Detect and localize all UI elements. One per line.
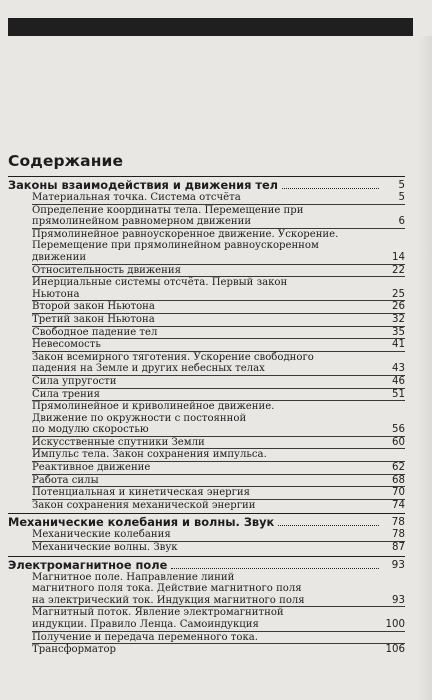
entry-title (32, 376, 381, 388)
entry-page-number: 14 (392, 251, 405, 263)
entry-page-number: 56 (392, 424, 405, 436)
toc-entry[interactable] (32, 276, 405, 300)
entry-title-line: движении (32, 251, 87, 263)
entry-title-line: Движение по окружности с постоянной (32, 412, 247, 424)
toc-entry[interactable] (32, 461, 405, 474)
toc-entry[interactable] (32, 351, 405, 375)
toc-title: Содержание (8, 152, 124, 170)
toc-section[interactable] (8, 176, 405, 192)
entry-title-line: Получение и передача переменного тока. (32, 631, 258, 643)
entry-title-line: Магнитный поток. Явление электромагнитной (32, 607, 284, 619)
toc-entry[interactable] (32, 541, 405, 554)
entry-title (32, 339, 381, 351)
entry-page-number: 46 (392, 375, 405, 387)
entry-title-line: прямолинейном равномерном движении (32, 216, 252, 228)
entry-title (32, 487, 381, 499)
toc-entry[interactable] (32, 300, 405, 313)
entry-title-line: Определение координаты тела. Перемещение при (32, 204, 304, 216)
toc-entry[interactable] (32, 474, 405, 487)
entry-title-line: Механические волны. Звук (32, 542, 178, 554)
entry-title (32, 327, 381, 339)
table-of-contents (8, 151, 405, 656)
entry-title-line: Ньютона (32, 288, 80, 300)
entry-title-line: Инерциальные системы отсчёта. Первый закон (32, 277, 288, 289)
entry-page-number: 32 (392, 313, 405, 325)
entry-page-number: 43 (392, 363, 405, 375)
entry-title-line: Сила упругости (32, 375, 117, 387)
entry-page-number: 100 (385, 619, 405, 630)
entry-title-line: по модулю скоростью (32, 424, 149, 436)
entry-title-line: Третий закон Ньютона (32, 313, 155, 325)
entry-page-number: 106 (385, 644, 405, 656)
entry-title-line: Материальная точка. Система отсчёта (32, 192, 241, 203)
entry-title-line: Потенциальная и кинетическая энергия (32, 487, 251, 499)
entry-title (32, 529, 381, 541)
section-title: Механические колебания и волны. Звук (8, 515, 275, 530)
toc-entry[interactable] (32, 375, 405, 388)
leader-dots (282, 188, 379, 189)
entry-title (32, 277, 381, 300)
toc-entry[interactable] (32, 529, 405, 541)
entry-title (32, 205, 381, 228)
entry-title-line: Прямолинейное и криволинейное движение. (32, 401, 275, 413)
entry-title-line: падения на Земле и других небесных телах (32, 363, 265, 375)
entry-title-line: Закон всемирного тяготения. Ускорение свободного (32, 351, 314, 363)
entry-page-number: 87 (392, 542, 405, 554)
entry-page-number: 6 (398, 216, 405, 228)
entry-title (32, 607, 381, 630)
entry-page-number: 70 (392, 487, 405, 499)
entry-title-line: Сила трения (32, 388, 100, 400)
entry-title (32, 389, 381, 401)
entry-title-line: индукции. Правило Ленца. Самоиндукция (32, 619, 259, 630)
entry-page-number: 74 (392, 499, 405, 511)
entry-page-number: 25 (392, 288, 405, 300)
entry-title (32, 500, 381, 512)
entry-title (32, 265, 381, 277)
entry-page-number: 35 (392, 326, 405, 338)
leader-dots (278, 525, 379, 526)
toc-entry[interactable] (32, 436, 405, 449)
toc-entry[interactable] (32, 264, 405, 277)
entry-page-number: 41 (392, 339, 405, 351)
toc-entry[interactable] (32, 192, 405, 204)
entry-title (32, 352, 381, 375)
entry-title-line: Импульс тела. Закон сохранения импульса. (32, 449, 267, 461)
header-bar (8, 18, 413, 36)
entry-page-number: 60 (392, 436, 405, 448)
section-page-number: 78 (391, 516, 405, 529)
toc-entry[interactable] (32, 499, 405, 512)
entry-title (32, 542, 381, 554)
entry-title (32, 401, 381, 436)
entry-title (32, 449, 381, 461)
section-title: Электромагнитное поле (8, 557, 168, 572)
entry-title-line: Трансформатор (32, 644, 117, 656)
toc-entry[interactable] (32, 313, 405, 326)
entry-page-number: 62 (392, 462, 405, 474)
entry-title (32, 192, 381, 204)
entry-page-number: 22 (392, 264, 405, 276)
entry-page-number: 93 (392, 594, 405, 606)
section-entries (32, 192, 405, 511)
toc-entry[interactable] (32, 388, 405, 401)
entry-title (32, 475, 381, 487)
toc-entry[interactable] (32, 326, 405, 339)
toc-entry[interactable] (32, 631, 405, 644)
entry-title-line: магнитного поля тока. Действие магнитного поля (32, 583, 302, 595)
entry-title (32, 632, 381, 644)
entry-title-line: Искусственные спутники Земли (32, 436, 205, 448)
entry-title-line: Прямолинейное равноускоренное движение. Ускорение. (32, 228, 339, 240)
entry-page-number: 5 (398, 192, 405, 203)
entry-title-line: Невесомость (32, 339, 101, 351)
toc-entry[interactable] (32, 486, 405, 499)
entry-title-line: Закон сохранения механической энергии (32, 499, 256, 511)
toc-section[interactable] (8, 556, 405, 572)
section-page-number: 93 (391, 558, 405, 571)
entry-title-line: на электрический ток. Индукция магнитного поля (32, 594, 305, 606)
entry-title (32, 437, 381, 449)
toc-entry[interactable] (32, 448, 405, 461)
toc-entry[interactable] (32, 204, 405, 228)
toc-sections (8, 176, 405, 656)
entry-title-line: Реактивное движение (32, 462, 151, 474)
entry-title (32, 572, 381, 607)
section-entries (32, 572, 405, 656)
toc-entry[interactable] (32, 228, 405, 264)
entry-title-line: Работа силы (32, 474, 99, 486)
toc-section[interactable] (8, 513, 405, 529)
entry-page-number: 51 (392, 388, 405, 400)
toc-entry[interactable] (32, 572, 405, 607)
toc-entry[interactable] (32, 643, 405, 656)
entry-title (32, 314, 381, 326)
toc-entry[interactable] (32, 400, 405, 436)
toc-entry[interactable] (32, 338, 405, 351)
entry-title-line: Перемещение при прямолинейном равноускоренном (32, 240, 319, 252)
entry-title (32, 229, 381, 264)
section-title: Законы взаимодействия и движения тел (8, 178, 279, 192)
page-edge-shadow (418, 36, 432, 700)
toc-entry[interactable] (32, 606, 405, 630)
entry-page-number: 26 (392, 301, 405, 313)
entry-page-number: 68 (392, 474, 405, 486)
leader-dots (171, 568, 379, 569)
entry-title-line: Свободное падение тел (32, 326, 158, 338)
entry-title (32, 301, 381, 313)
entry-title-line: Относительность движения (32, 264, 181, 276)
section-page-number: 5 (398, 179, 405, 191)
entry-title (32, 644, 381, 656)
entry-title-line: Второй закон Ньютона (32, 301, 155, 313)
entry-title-line: Механические колебания (32, 529, 171, 541)
entry-title (32, 462, 381, 474)
entry-title-line: Магнитное поле. Направление линий (32, 571, 235, 583)
section-entries (32, 529, 405, 553)
entry-page-number: 78 (392, 529, 405, 541)
